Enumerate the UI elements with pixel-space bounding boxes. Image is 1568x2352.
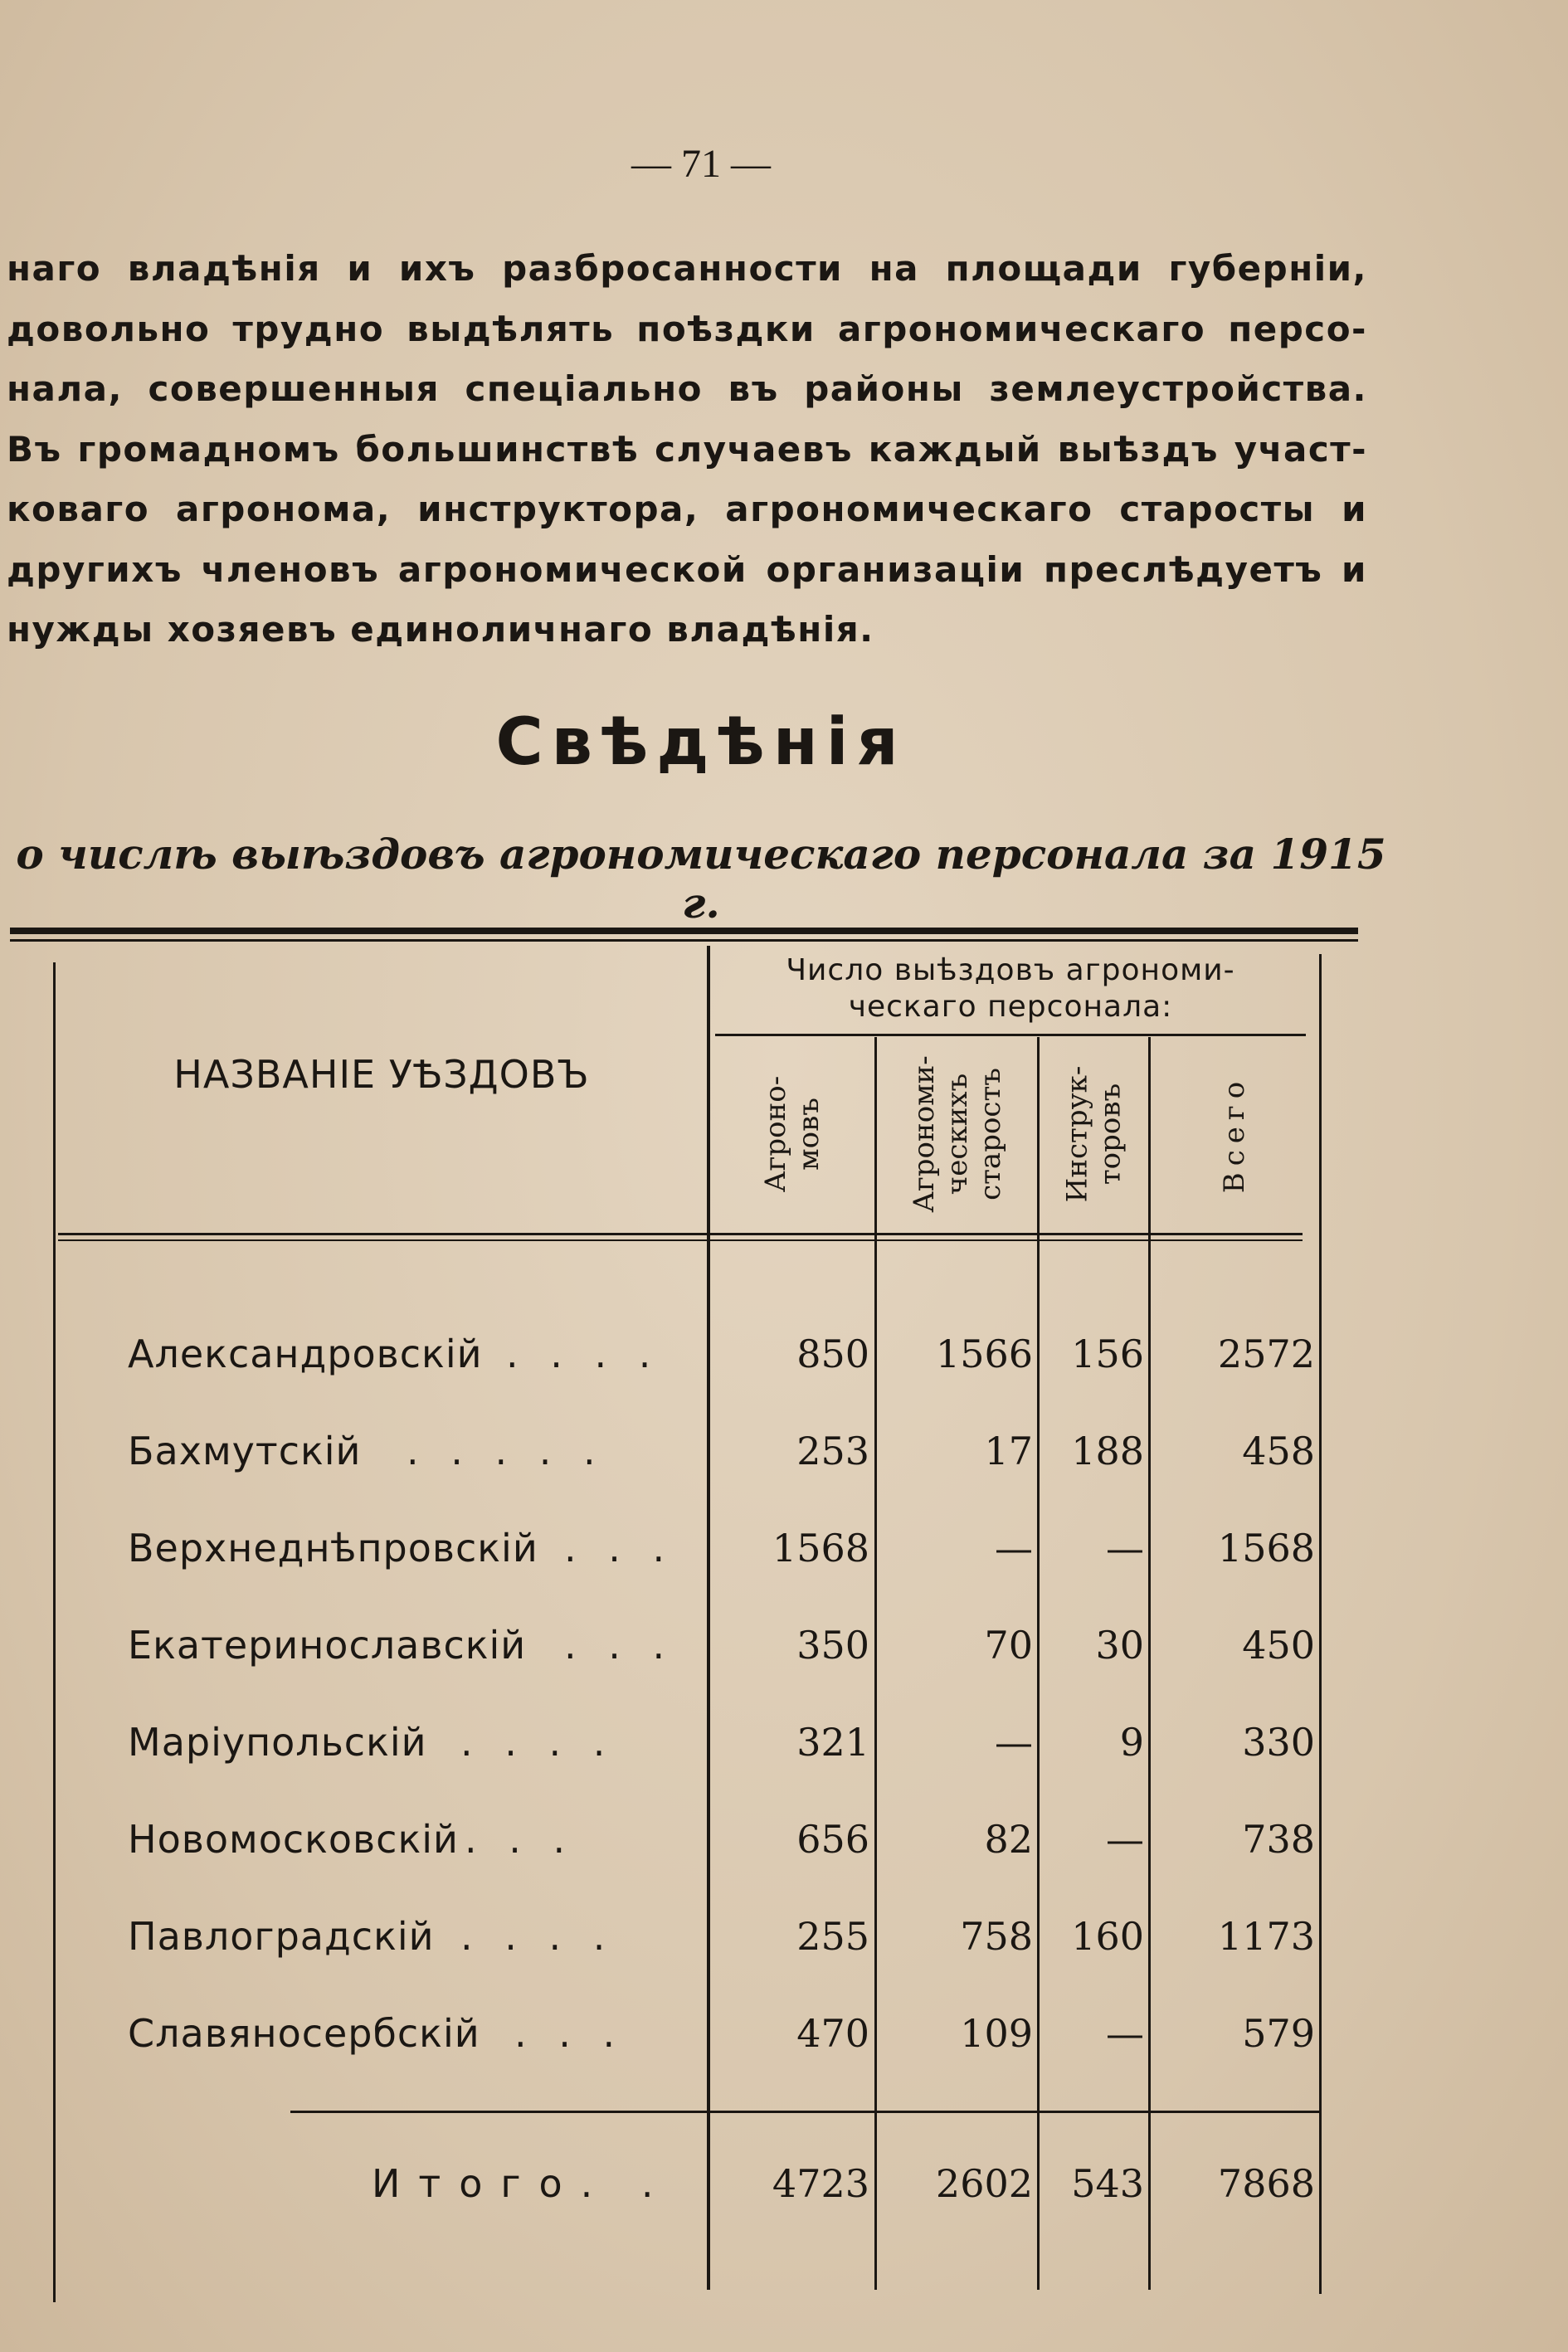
cell-instructors: 188 [1071,1429,1144,1473]
body-line: другихъ членовъ агрономической организаціи преслѣдуетъ и [7,548,1367,590]
body-line: довольно трудно выдѣлять поѣздки агрономическаго персо- [7,308,1367,349]
cell-agronomists: 656 [796,1817,869,1862]
leader-dots: . . . . [460,1914,616,1959]
page-number: — 71 — [631,142,771,186]
cell-elders: 1566 [935,1332,1033,1376]
district-name: Новомосковскій [128,1817,459,1862]
column-header-total: Всего [1218,1074,1252,1194]
header-bottom-rule-2 [58,1239,1303,1241]
cell-elders: 70 [984,1623,1033,1668]
cell-elders: 82 [984,1817,1033,1862]
district-name: Павлоградскій [128,1914,435,1959]
table-top-rule-thin [10,939,1358,942]
cell-instructors: — [1106,1817,1144,1862]
cell-agronomists: 850 [796,1332,869,1376]
cell-instructors: — [1106,1526,1144,1570]
total-elders: 2602 [935,2161,1033,2206]
leader-dots: . . . . [506,1332,661,1376]
section-heading: Свѣдѣнія [495,705,907,780]
district-name: Славяносербскій [128,2011,480,2056]
cell-total: 450 [1242,1623,1315,1668]
cell-agronomists: 255 [796,1914,869,1959]
cell-total: 1568 [1217,1526,1315,1570]
cell-elders: 109 [960,2011,1033,2056]
district-name: Екатеринославскій [128,1623,527,1668]
cell-elders: 758 [960,1914,1033,1959]
leader-dots: . . . [465,1817,576,1862]
district-name: Александровскій [128,1332,483,1376]
district-name: Маріупольскій [128,1720,427,1765]
body-paragraph [7,239,1367,660]
cell-agronomists: 1568 [772,1526,869,1570]
cell-elders: 17 [984,1429,1033,1473]
cell-total: 458 [1242,1429,1315,1473]
cell-agronomists: 350 [796,1623,869,1668]
cell-total: 738 [1242,1817,1315,1862]
body-line: наго владѣнія и ихъ разбросанности на площади губерніи, [7,248,1367,289]
table-top-rule [10,928,1358,934]
cell-elders: — [995,1720,1033,1765]
total-agronomists: 4723 [772,2161,869,2206]
cell-instructors: 160 [1071,1914,1144,1959]
total-all: 7868 [1217,2161,1315,2206]
table-left-border [53,962,56,2302]
body-line: нала, совершенныя спеціально въ районы землеустройства. [7,368,1367,409]
group-header: Число выѣздовъ агрономи- ческаго персонала: [786,953,1235,1024]
cell-instructors: 156 [1071,1332,1144,1376]
total-label: Итого. . [372,2161,672,2206]
district-name: Верхнеднѣпровскій [128,1526,538,1570]
column-header-elders: Агрономи- ческихъ старостъ [907,1055,1007,1213]
name-column-header: НАЗВАНІЕ УѢЗДОВЪ [173,1052,590,1097]
body-line: Въ громадномъ большинствѣ случаевъ каждый выѣздъ участ- [7,428,1367,470]
leader-dots: . . . . . [407,1429,606,1473]
cell-instructors: 30 [1095,1623,1144,1668]
body-line: нужды хозяевъ единоличнаго владѣнія. [7,609,874,650]
cell-agronomists: 253 [796,1429,869,1473]
leader-dots: . . . [564,1623,675,1668]
cell-agronomists: 321 [796,1720,869,1765]
cell-instructors: 9 [1119,1720,1144,1765]
cell-elders: — [995,1526,1033,1570]
body-line: коваго агронома, инструктора, агрономическаго старосты и [7,489,1367,529]
cell-total: 330 [1242,1720,1315,1765]
cell-agronomists: 470 [796,2011,869,2056]
cell-total: 579 [1242,2011,1315,2056]
cell-total: 1173 [1217,1914,1315,1959]
cell-instructors: — [1106,2011,1144,2056]
section-subheading: о числѣ выѣздовъ агрономическаго персонала за 1915 г. [16,830,1386,928]
total-rule [290,2111,1319,2113]
column-header-agronomists: Агроно- мовъ [758,1075,825,1193]
district-name: Бахмутскій [128,1429,362,1473]
total-instructors: 543 [1071,2161,1144,2206]
header-bottom-rule [58,1233,1303,1235]
leader-dots: . . . . [460,1720,616,1765]
leader-dots: . . . [514,2011,626,2056]
table-right-border [1319,954,1322,2294]
column-header-instructors: Инструк- торовъ [1060,1065,1127,1203]
cell-total: 2572 [1217,1332,1315,1376]
leader-dots: . . . [564,1526,675,1570]
group-header-rule [715,1034,1306,1036]
